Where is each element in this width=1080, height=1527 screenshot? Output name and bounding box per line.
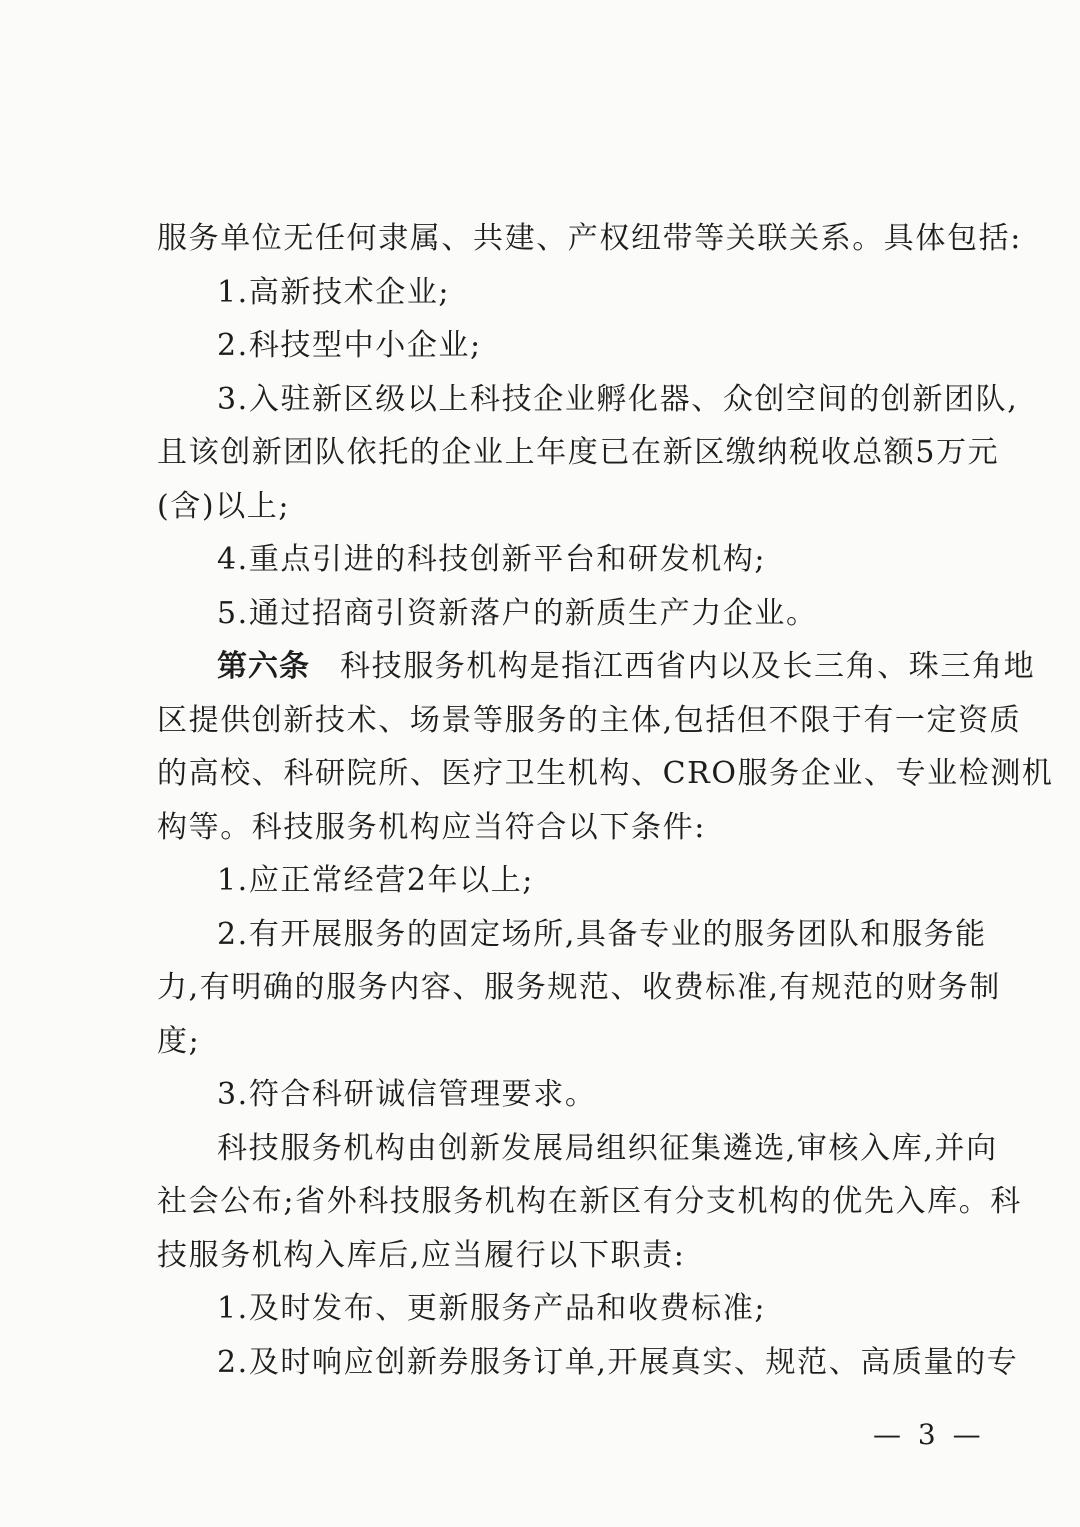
article-text: 科技服务机构是指江西省内以及长三角、珠三角地 <box>340 649 1036 684</box>
list-item: 1.应正常经营2年以上; <box>217 863 535 898</box>
text-line: 构等。科技服务机构应当符合以下条件: <box>157 809 706 845</box>
list-item: 3.入驻新区级以上科技企业孵化器、众创空间的创新团队, <box>217 381 1019 417</box>
text-line: (含)以上; <box>157 488 291 524</box>
text-line: 服务单位无任何隶属、共建、产权纽带等关联关系。具体包括: <box>157 221 1022 256</box>
text-line: 区提供创新技术、场景等服务的主体,包括但不限于有一定资质 <box>157 702 1022 738</box>
text-line: 技服务机构入库后,应当履行以下职责: <box>157 1237 686 1273</box>
text-line: 的高校、科研院所、医疗卫生机构、CRO服务企业、专业检测机 <box>157 756 1054 791</box>
text-line: 且该创新团队依托的企业上年度已在新区缴纳税收总额5万元 <box>157 435 1000 470</box>
article-first-line <box>157 640 1036 694</box>
list-item: 4.重点引进的科技创新平台和研发机构; <box>217 542 767 577</box>
paragraph-first-line: 科技服务机构由创新发展局组织征集遴选,审核入库,并向 <box>217 1130 998 1166</box>
text-line: 度; <box>157 1023 201 1059</box>
list-item: 1.及时发布、更新服务产品和收费标准; <box>217 1291 767 1326</box>
text-line: 力,有明确的服务内容、服务规范、收费标准,有规范的财务制 <box>157 970 1001 1005</box>
list-item: 2.及时响应创新券服务订单,开展真实、规范、高质量的专 <box>217 1344 1019 1380</box>
list-item: 2.科技型中小企业; <box>217 328 482 363</box>
list-item: 5.通过招商引资新落户的新质生产力企业。 <box>217 595 818 631</box>
page-number: — 3 — <box>873 1418 985 1451</box>
list-item: 2.有开展服务的固定场所,具备专业的服务团队和服务能 <box>217 916 987 952</box>
article-label: 第六条 <box>217 649 310 684</box>
list-item: 1.高新技术企业; <box>217 274 451 310</box>
text-line: 社会公布;省外科技服务机构在新区有分支机构的优先入库。科 <box>157 1184 1022 1219</box>
list-item: 3.符合科研诚信管理要求。 <box>217 1077 597 1112</box>
document-body <box>157 212 1054 1389</box>
